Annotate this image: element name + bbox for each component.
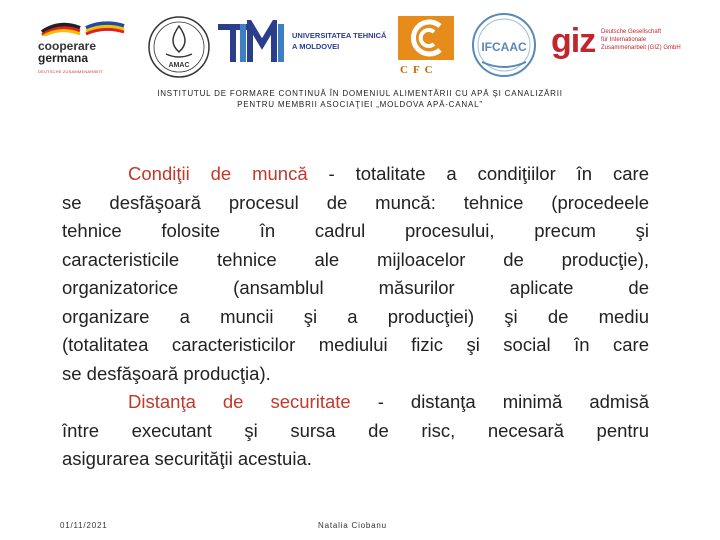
term-distanta-de-securitate: Distanţa de securitate [128,391,351,412]
institute-heading-line-2: PENTRU MEMBRII ASOCIAŢIEI „MOLDOVA APĂ-CANAL” [237,100,483,109]
utm-line-1: UNIVERSITATEA TEHNICĂ [292,31,387,40]
footer-author: Natalia Ciobanu [318,521,387,530]
amac-label: AMAC [168,62,190,69]
cooperare-germana-logo [36,14,136,78]
utm-logo [218,20,388,70]
term-conditii-de-munca: Condiţii de muncă [128,163,308,184]
paragraph-2-line-3: asigurarea securităţii acestuia. [62,448,312,469]
paragraph-2-line-1-text: - distanţa minimă admisă [350,391,649,412]
paragraph-1-line-5: organizatorice (ansamblul măsurilor aplicate de [62,277,649,298]
cfc-logo [396,14,456,78]
paragraph-1-line-1-text: - totalitate a condiţiilor în care [307,163,649,184]
amac-emblem-icon [146,14,212,80]
paragraph-1-line-7: (totalitatea caracteristicilor mediului fizic şi social în care [62,334,649,355]
paragraph-1-line-3: tehnice folosite în cadrul procesului, precum şi [62,220,649,241]
amac-logo [146,14,212,80]
paragraph-1-line-8: se desfăşoară producţia). [62,362,271,384]
giz-caption [601,28,681,52]
ifcaac-logo [466,12,542,78]
cooperare-word: cooperare [38,39,97,53]
utm-monogram-icon [218,20,290,66]
utm-text [292,30,386,52]
cfc-letters: CFC [400,64,438,76]
giz-logo [549,22,709,72]
flags-icon [40,18,126,36]
partner-logos-bar [0,0,720,90]
paragraph-2-line-1 [62,388,649,417]
ifcaac-label: IFCAAC [481,40,527,54]
utm-line-2: A MOLDOVEI [292,42,340,51]
slide-body [62,160,649,474]
institute-heading-line-1: INSTITUTUL DE FORMARE CONTINUĂ ÎN DOMENIUL ALIMENTĂRII CU APĂ ŞI CANALIZĂRII [157,89,563,98]
cooperare-caption: DEUTSCHE ZUSAMMENARBEIT [38,69,104,74]
germana-word: germana [38,51,89,65]
paragraph-1-line-6: organizare a muncii şi a producţiei) şi de mediu [62,305,649,327]
giz-line-1: Deutsche Gesellschaft [601,29,662,35]
giz-mark: giz [551,22,596,60]
giz-line-2: für Internationale [601,37,647,43]
footer-date: 01/11/2021 [60,521,108,530]
paragraph-1-line-2: se desfăşoară procesul de muncă: tehnice (procedeele [62,191,649,213]
cfc-emblem-icon [396,14,456,62]
giz-line-3: Zusammenarbeit (GIZ) GmbH [601,45,681,51]
paragraph-2-line-2: între executant şi sursa de risc, necesară pentru [62,419,649,441]
paragraph-1-line-4: caracteristicile tehnice ale mijloacelor de producţie), [62,248,649,270]
paragraph-1-line-1 [62,160,649,189]
